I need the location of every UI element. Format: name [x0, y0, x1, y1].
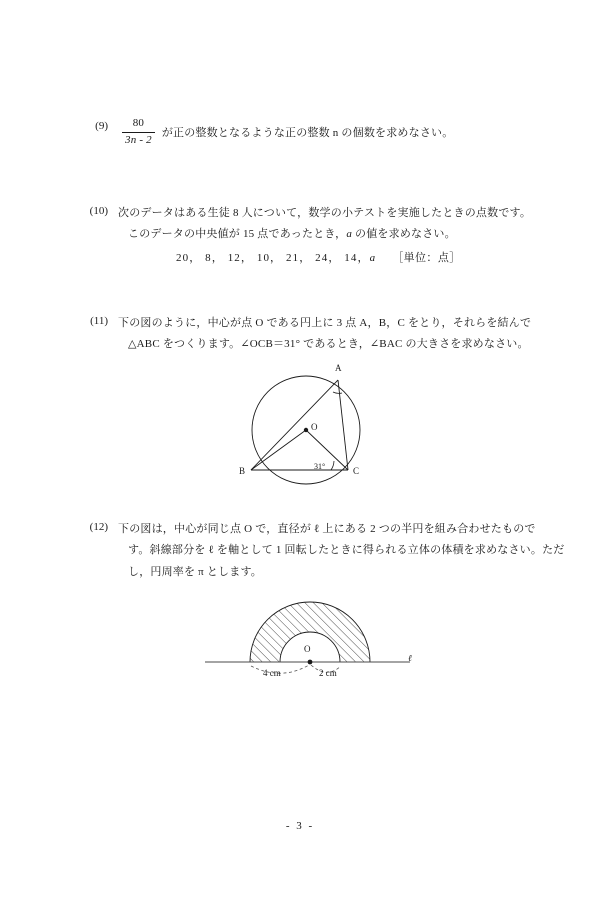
problem-9-number: (9) [95, 120, 108, 132]
circle-triangle-figure [230, 363, 400, 488]
problem-10-line-2 [128, 224, 528, 245]
problem-11 [78, 313, 532, 356]
problem-11-number: (11) [90, 315, 108, 327]
semicircle-rotation-svg [195, 595, 435, 690]
label-point-b: B [239, 466, 246, 476]
problem-12-number: (12) [89, 521, 108, 533]
center-point-o [304, 428, 308, 432]
fraction-denominator: 3n - 2 [125, 133, 152, 146]
problem-10-variable: a [346, 228, 353, 241]
hatched-region [245, 595, 377, 665]
fraction-numerator: 80 [122, 117, 155, 133]
label-center-o: O [311, 422, 318, 432]
center-point-o [308, 660, 313, 665]
problem-10-data-unit: ［単位：点］ [392, 251, 461, 264]
segment-ab [251, 380, 338, 470]
problem-11-body [118, 313, 532, 356]
label-axis-l: ℓ [408, 653, 412, 663]
problem-10-number: (10) [89, 205, 108, 217]
problem-12-body [118, 519, 565, 583]
problem-11-line-2: △ABC をつくります。∠OCB＝31° であるとき，∠BAC の大きさを求めなさい。 [128, 338, 529, 351]
problem-9-body [118, 118, 528, 149]
label-center-o: O [304, 644, 311, 654]
problem-10-line-1: 次のデータはある生徒 8 人について，数学の小テストを実施したときの点数です。 [118, 207, 532, 219]
radius-oc [306, 430, 348, 470]
problem-10-body [118, 203, 532, 269]
semicircle-rotation-figure [195, 595, 435, 690]
fraction-80-over-3n-minus-2 [122, 117, 155, 148]
problem-10-data-row [176, 248, 528, 269]
label-inner-radius-2cm: 2 cm [319, 668, 337, 678]
problem-11-line-1: 下の図のように，中心が点 O である円上に 3 点 A，B，C をとり，それらを結んで [118, 317, 532, 329]
problem-9 [78, 118, 528, 149]
label-point-c: C [353, 466, 360, 476]
problem-10-data-values: 20， 8， 12， 10， 21， 24， 14， [176, 251, 370, 264]
label-point-a: A [335, 363, 342, 373]
radius-ob [251, 430, 306, 470]
problem-10-line-2-pre: このデータの中央値が 15 点であったとき， [128, 228, 347, 241]
problem-12 [78, 519, 565, 583]
problem-12-line-2: す。斜線部分を ℓ を軸として 1 回転したときに得られる立体の体積を求めなさい。ただ [128, 544, 565, 557]
problem-12-line-3: し，円周率を π とします。 [128, 565, 262, 578]
problem-10 [78, 203, 532, 269]
problem-12-line-1: 下の図は，中心が同じ点 O で，直径が ℓ 上にある 2 つの半円を組み合わせたもので [118, 523, 536, 535]
page-number: - 3 - [285, 820, 315, 832]
problem-10-line-2-post: の値を求めなさい。 [355, 228, 456, 241]
label-angle-31: 31° [314, 462, 326, 471]
angle-arc-a [333, 392, 342, 393]
angle-arc-c [331, 461, 334, 470]
label-outer-radius-4cm: 4 cm [263, 668, 281, 678]
problem-10-data-variable: a [369, 251, 377, 264]
problem-9-text: が正の整数となるような正の整数 n の個数を求めなさい。 [161, 126, 454, 139]
